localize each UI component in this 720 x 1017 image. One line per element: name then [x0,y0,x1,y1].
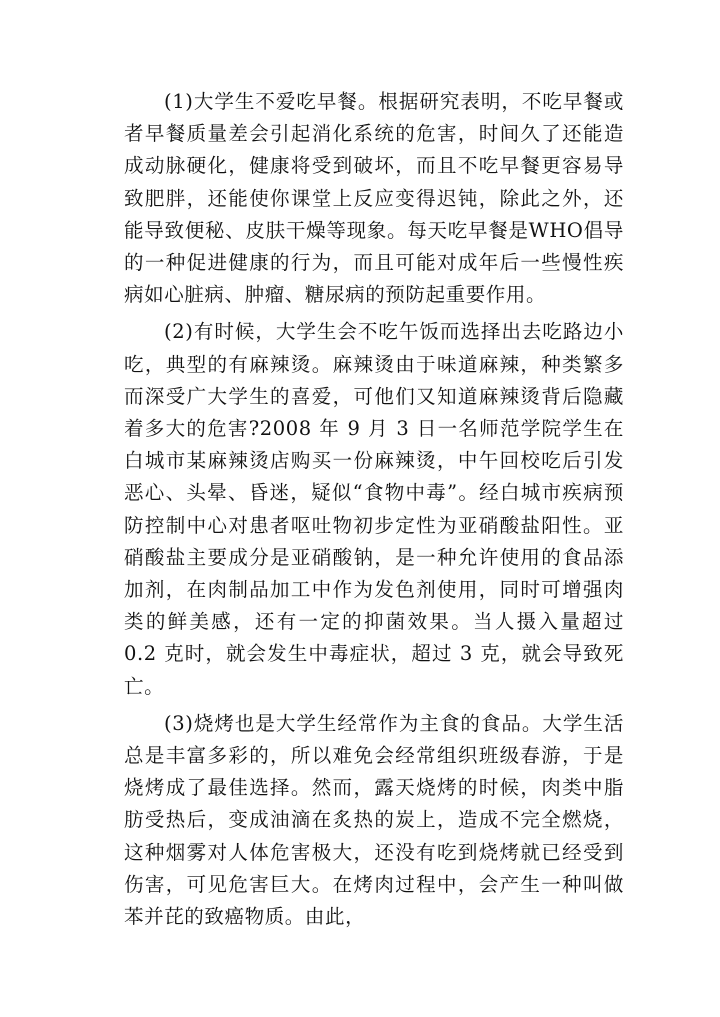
paragraph-malatang: (2)有时候，大学生会不吃午饭而选择出去吃路边小吃，典型的有麻辣烫。麻辣烫由于味道麻辣，种类繁多而深受广大学生的喜爱，可他们又知道麻辣烫背后隐藏着多大的危害?2008 年 9 月 3 日一名师范学院学生在白城市某麻辣烫店购买一份麻辣烫，中午回校吃后引发恶心、头晕、昏迷，疑似“食物中毒”。经白城市疾病预防控制中心对患者呕吐物初步定性为亚硝酸盐阳性。亚硝酸盐主要成分是亚硝酸钠，是一种允许使用的食品添加剂，在肉制品加工中作为发色剂使用，同时可增强肉类的鲜美感，还有一定的抑菌效果。当人摄入量超过 0.2 克时，就会发生中毒症状，超过 3 克，就会导致死亡。 [124,320,624,698]
document-body [124,86,624,938]
paragraph-breakfast: (1)大学生不爱吃早餐。根据研究表明，不吃早餐或者早餐质量差会引起消化系统的危害，时间久了还能造成动脉硬化，健康将受到破坏，而且不吃早餐更容易导致肥胖，还能使你课堂上反应变得迟钝，除此之外，还能导致便秘、皮肤干燥等现象。每天吃早餐是WHO倡导的一种促进健康的行为，而且可能对成年后一些慢性疾病如心脏病、肿瘤、糖尿病的预防起重要作用。 [124,90,624,307]
paragraph-barbecue: (3)烧烤也是大学生经常作为主食的食品。大学生活总是丰富多彩的，所以难免会经常组织班级春游，于是烧烤成了最佳选择。然而，露天烧烤的时候，肉类中脂肪受热后，变成油滴在炙热的炭上，造成不完全燃烧，这种烟雾对人体危害极大，还没有吃到烧烤就已经受到伤害，可见危害巨大。在烤肉过程中，会产生一种叫做苯并芘的致癌物质。由此， [124,711,624,929]
